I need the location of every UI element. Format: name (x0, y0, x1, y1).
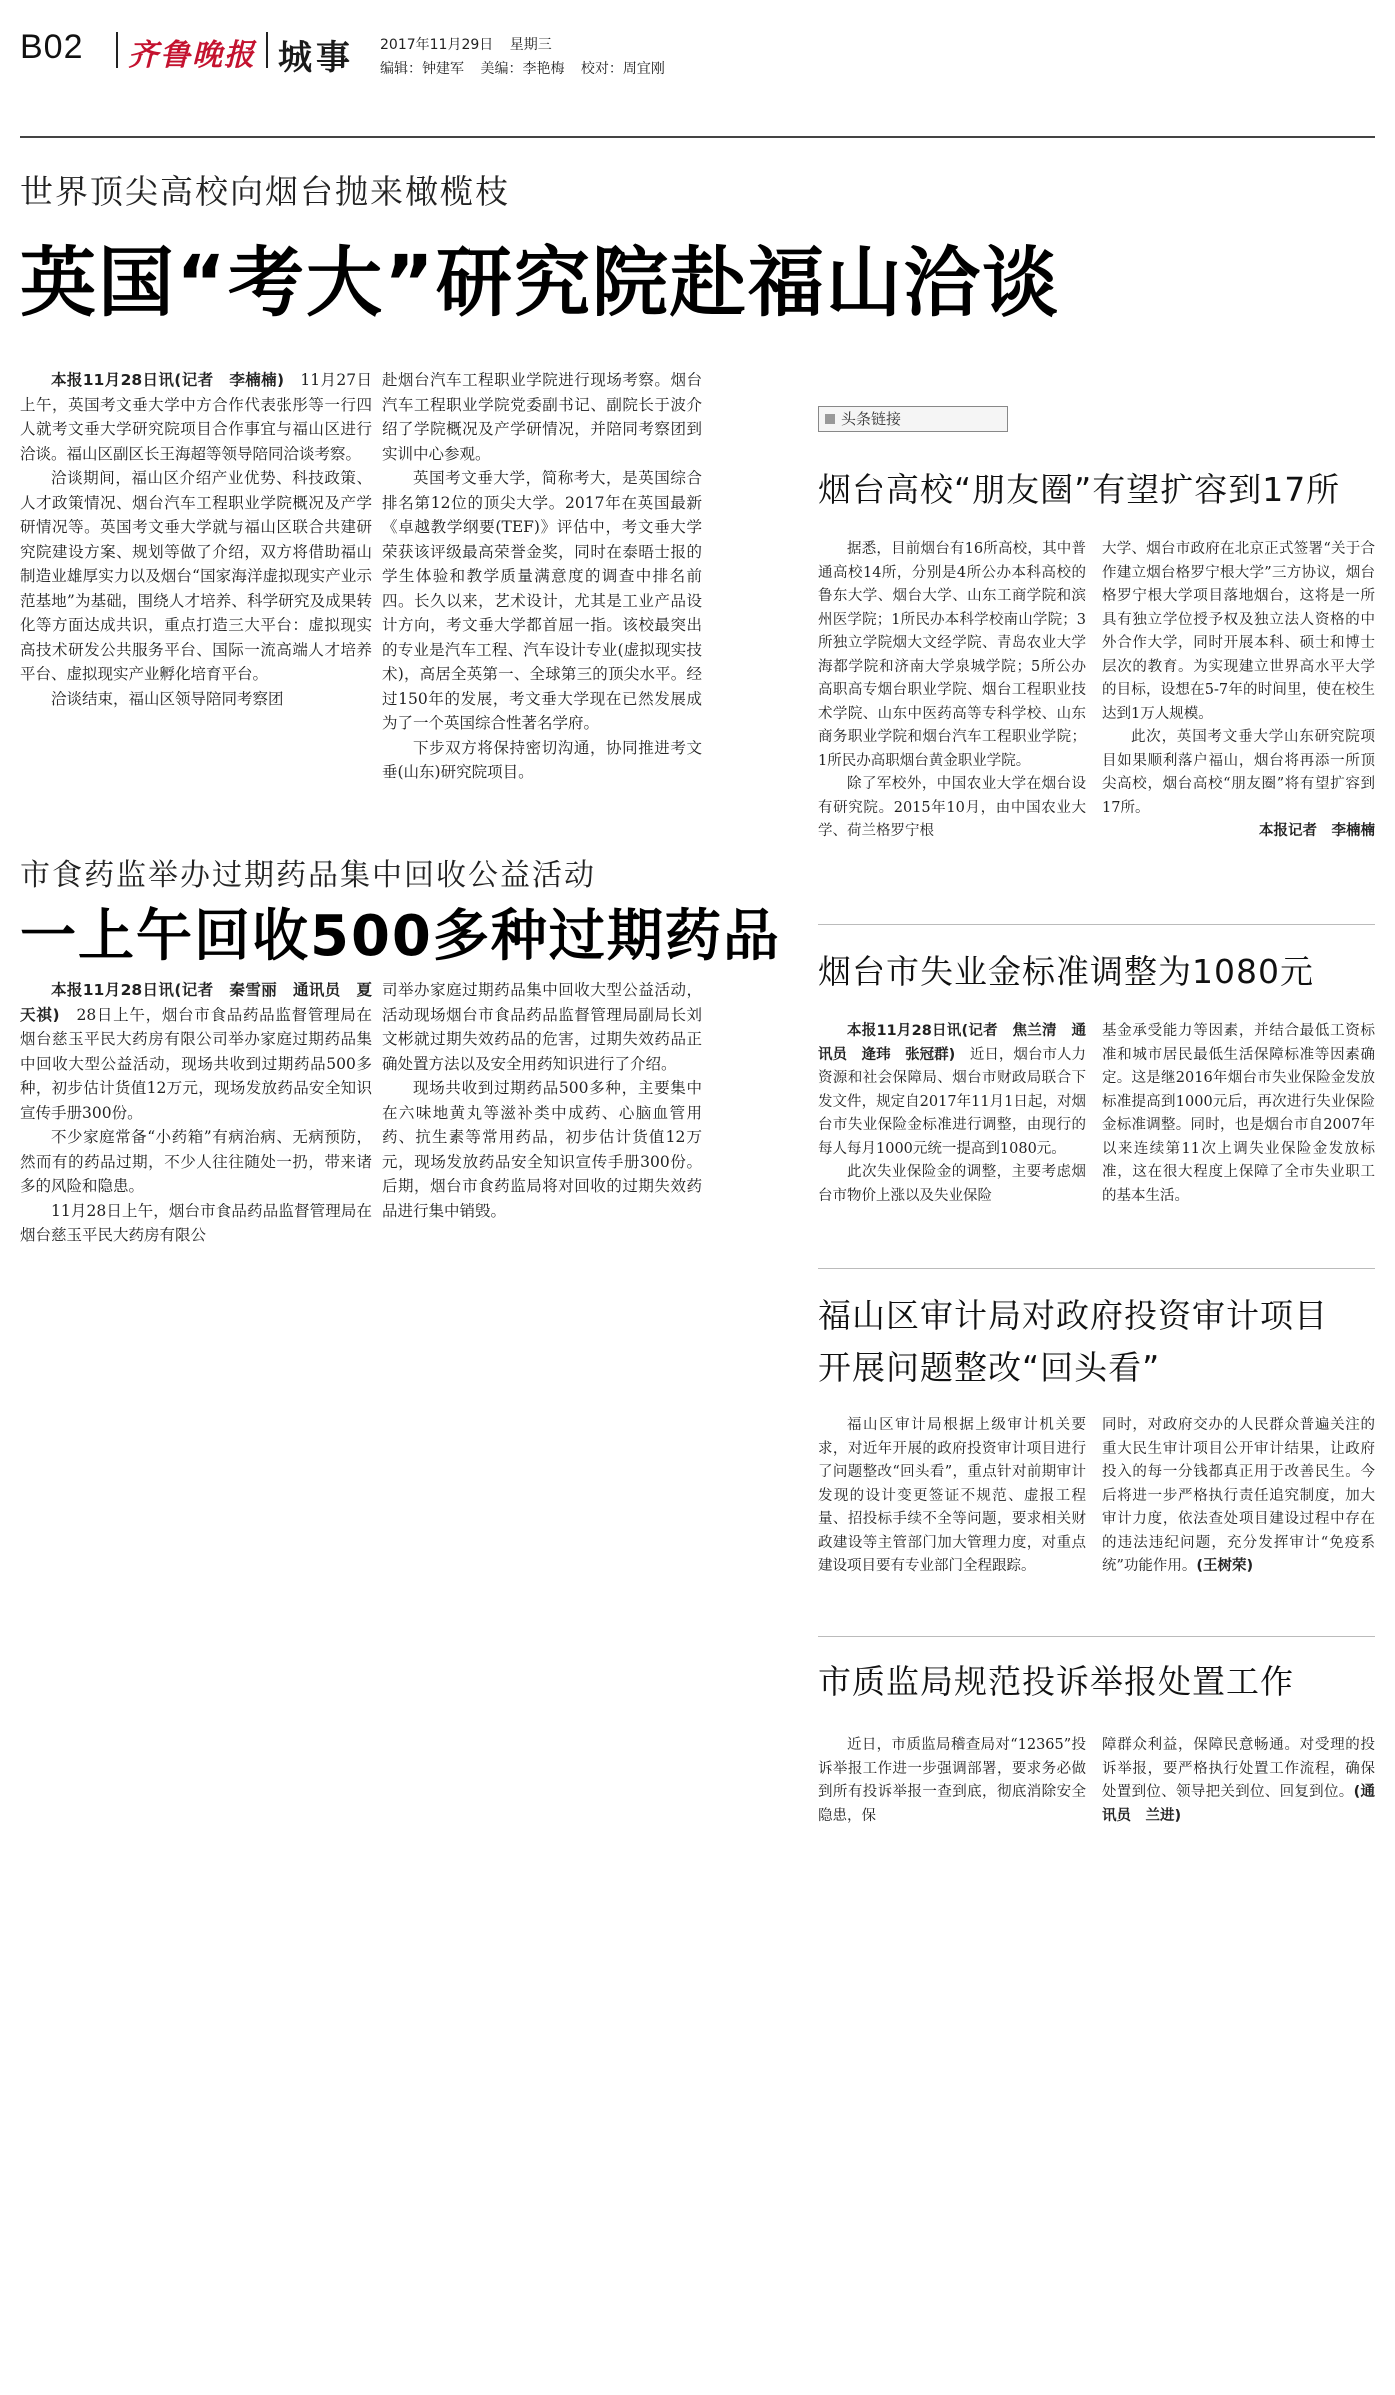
quality-title: 市质监局规范投诉举报处置工作 (818, 1662, 1294, 1701)
header-divider (266, 32, 268, 68)
sidebar-divider (818, 924, 1375, 925)
quality-paragraph: 障群众利益，保障民意畅通。对受理的投诉举报，要严格执行处置工作流程，确保处置到位、领导把关到位、回复到位。 (1102, 1737, 1375, 1800)
unemployment-paragraph: 此次失业保险金的调整，主要考虑烟台市物价上涨以及失业保险 (818, 1164, 1086, 1204)
quality-column-2 (1102, 1734, 1375, 1828)
audit-paragraph: 同时，对政府交办的人民群众普遍关注的重大民生审计项目公开审计结果，让政府投入的每一分钱都真正用于改善民生。今后将进一步严格执行责任追究制度，加大审计力度，依法查处项目建设过程中存在的违法违纪问题，充分发挥审计“免疫系统”功能作用。 (1102, 1417, 1375, 1574)
unemployment-paragraph: 近日，烟台市人力资源和社会保障局、烟台市财政局联合下发文件，规定自2017年11月1日起，对烟台市失业保险金标准进行调整，由现行的每人每月1000元统一提高到1080元。 (818, 1046, 1086, 1157)
college-paragraph: 此次，英国考文垂大学山东研究院项目如果顺利落户福山，烟台将再添一所顶尖高校，烟台高校“朋友圈”将有望扩容到17所。 (1102, 729, 1375, 816)
lead-kicker: 世界顶尖高校向烟台抛来橄榄枝 (20, 172, 510, 211)
drug-paragraph: 司举办家庭过期药品集中回收大型公益活动，活动现场烟台市食品药品监督管理局副局长刘文彬就过期失效药品的危害，过期失效药品正确处置方法以及安全用药知识进行了介绍。 (382, 981, 702, 1073)
tag-square-icon (825, 414, 835, 424)
audit-column-2 (1102, 1414, 1375, 1579)
college-signoff: 本报记者 李楠楠 (1259, 823, 1375, 839)
audit-paragraph: 福山区审计局根据上级审计机关要求，对近年开展的政府投资审计项目进行了问题整改“回头看”，重点针对前期审计发现的设计变更签证不规范、虚报工程量、招投标手续不全等问题，要求相关财政建设等主管部门加大管理力度，对重点建设项目要有专业部门全程跟踪。 (818, 1417, 1086, 1574)
drug-column-2 (382, 978, 702, 1223)
drug-paragraph: 28日上午，烟台市食品药品监督管理局在烟台慈玉平民大药房有限公司举办家庭过期药品集中回收大型公益活动，现场共收到过期药品500多种，初步估计货值12万元，现场发放药品安全知识宣传手册300份。 (20, 1005, 372, 1122)
unemployment-title: 烟台市失业金标准调整为1080元 (818, 952, 1314, 991)
page-number: B02 (20, 28, 84, 66)
lead-paragraph: 11月27日上午，英国考文垂大学中方合作代表张彤等一行四人就考文垂大学研究院项目合作事宜与福山区进行洽谈。福山区副区长王海超等领导陪同洽谈考察。 (20, 371, 372, 463)
unemployment-byline: 本报11月28日讯(记者 焦兰清 通讯员 逄玮 张冠群) (818, 1023, 1086, 1063)
audit-title-line-1: 福山区审计局对政府投资审计项目 (818, 1296, 1328, 1335)
issue-date: 2017年11月29日 (380, 37, 494, 53)
sidebar-divider (818, 1636, 1375, 1637)
sidebar-tag (818, 406, 1008, 432)
lead-paragraph: 洽谈结束，福山区领导陪同考察团 (51, 689, 284, 708)
lead-paragraph: 洽谈期间，福山区介绍产业优势、科技政策、人才政策情况、烟台汽车工程职业学院概况及产学研情况等。英国考文垂大学就与福山区联合共建研究院建设方案、规划等做了介绍，双方将借助福山制造业雄厚实力以及烟台“国家海洋虚拟现实产业示范基地”为基础，围绕人才培养、科学研究及成果转化等方面达成共识，重点打造三大平台：虚拟现实高技术研发公共服务平台、国际一流高端人才培养平台、虚拟现实产业孵化培育平台。 (20, 469, 372, 683)
college-paragraph: 据悉，目前烟台有16所高校，其中普通高校14所，分别是4所公办本科高校的鲁东大学、烟台大学、山东工商学院和滨州医学院；1所民办本科学校南山学院；3所独立学院烟大文经学院、青岛农业大学海都学院和济南大学泉城学院；5所公办高职高专烟台职业学院、烟台工程职业技术学院、山东中医药高等专科学校、山东商务职业学院和烟台汽车工程职业学院；1所民办高职烟台黄金职业学院。 (818, 541, 1086, 769)
editor-credit: 编辑：钟建军 (380, 61, 464, 77)
unemployment-column-1 (818, 1020, 1086, 1208)
drug-headline: 一上午回收500多种过期药品 (20, 904, 781, 969)
audit-column-1 (818, 1414, 1086, 1579)
college-paragraph: 除了军校外，中国农业大学在烟台设有研究院。2015年10月，由中国农业大学、荷兰格罗宁根 (818, 776, 1086, 839)
unemployment-paragraph: 基金承受能力等因素，并结合最低工资标准和城市居民最低生活保障标准等因素确定。这是继2016年烟台市失业保险金发放标准提高到1000元后，再次进行失业保险金标准调整。同时，也是烟台市自2007年以来连续第11次上调失业保险金发放标准，这在很大程度上保障了全市失业职工的基本生活。 (1102, 1023, 1375, 1204)
quality-paragraph: 近日，市质监局稽查局对“12365”投诉举报工作进一步强调部署，要求务必做到所有投诉举报一查到底，彻底消除安全隐患，保 (818, 1737, 1086, 1824)
drug-column-1 (20, 978, 372, 1248)
lead-paragraph: 赴烟台汽车工程职业学院进行现场考察。烟台汽车工程职业学院党委副书记、副院长于波介绍了学院概况及产学研情况，并陪同考察团到实训中心参观。 (382, 371, 702, 463)
drug-paragraph: 11月28日上午，烟台市食品药品监督管理局在烟台慈玉平民大药房有限公 (20, 1201, 372, 1244)
audit-title-line-2: 开展问题整改“回头看” (818, 1348, 1161, 1387)
art-credit: 美编：李艳梅 (480, 61, 565, 77)
lead-column-1 (20, 368, 372, 711)
drug-paragraph: 不少家庭常备“小药箱”有病治病、无病预防，然而有的药品过期，不少人往往随处一扔，带来诸多的风险和隐患。 (20, 1128, 372, 1195)
proof-credit: 校对：周宜刚 (580, 61, 665, 77)
issue-weekday: 星期三 (509, 37, 552, 53)
college-column-1 (818, 538, 1086, 844)
lead-headline: 英国“考大”研究院赴福山洽谈 (20, 238, 1060, 327)
section-name: 城事 (278, 38, 354, 78)
staff-credits (380, 58, 677, 78)
drug-paragraph: 现场共收到过期药品500多种，主要集中在六味地黄丸等滋补类中成药、心脑血管用药、抗生素等常用药品，初步估计货值12万元，现场发放药品安全知识宣传手册300份。后期，烟台市食药监局将对回收的过期失效药品进行集中销毁。 (382, 1079, 702, 1220)
newspaper-name: 齐鲁晚报 (128, 38, 256, 73)
lead-paragraph: 下步双方将保持密切沟通，协同推进考文垂(山东)研究院项目。 (382, 738, 702, 781)
college-paragraph: 大学、烟台市政府在北京正式签署“关于合作建立烟台格罗宁根大学”三方协议，烟台格罗宁根大学项目落地烟台，这将是一所具有独立学位授予权及独立法人资格的中外合作大学，同时开展本科、硕士和博士层次的教育。为实现建立世界高水平大学的目标，设想在5-7年的时间里，使在校生达到1万人规模。 (1102, 541, 1375, 722)
page-header (20, 22, 1375, 82)
header-rule (20, 136, 1375, 138)
header-divider (116, 32, 118, 68)
lead-paragraph: 英国考文垂大学，简称考大，是英国综合排名第12位的顶尖大学。2017年在英国最新《卓越教学纲要(TEF)》评估中，考文垂大学荣获该评级最高荣誉金奖，同时在泰晤士报的学生体验和教学质量满意度的调查中排名前四。长久以来，艺术设计，尤其是工业产品设计方向，考文垂大学都首屈一指。该校最突出的专业是汽车工程、汽车设计专业(虚拟现实技术)，高居全英第一、全球第三的顶尖水平。经过150年的发展，考文垂大学现在已然发展成为了一个英国综合性著名学府。 (382, 469, 702, 732)
college-column-2 (1102, 538, 1375, 844)
college-title: 烟台高校“朋友圈”有望扩容到17所 (818, 470, 1341, 509)
audit-signoff: (王树荣) (1196, 1558, 1254, 1574)
quality-column-1 (818, 1734, 1086, 1828)
sidebar-divider (818, 1268, 1375, 1269)
lead-byline: 本报11月28日讯(记者 李楠楠) (51, 371, 285, 389)
sidebar-tag-label: 头条链接 (841, 410, 902, 428)
issue-date-line (380, 34, 564, 54)
drug-byline: 本报11月28日讯(记者 秦雪丽 通讯员 夏天祺) (20, 981, 372, 1024)
unemployment-column-2 (1102, 1020, 1375, 1208)
quality-signoff: (通讯员 兰进) (1102, 1784, 1375, 1824)
drug-kicker: 市食药监举办过期药品集中回收公益活动 (20, 858, 596, 893)
lead-column-2 (382, 368, 702, 785)
